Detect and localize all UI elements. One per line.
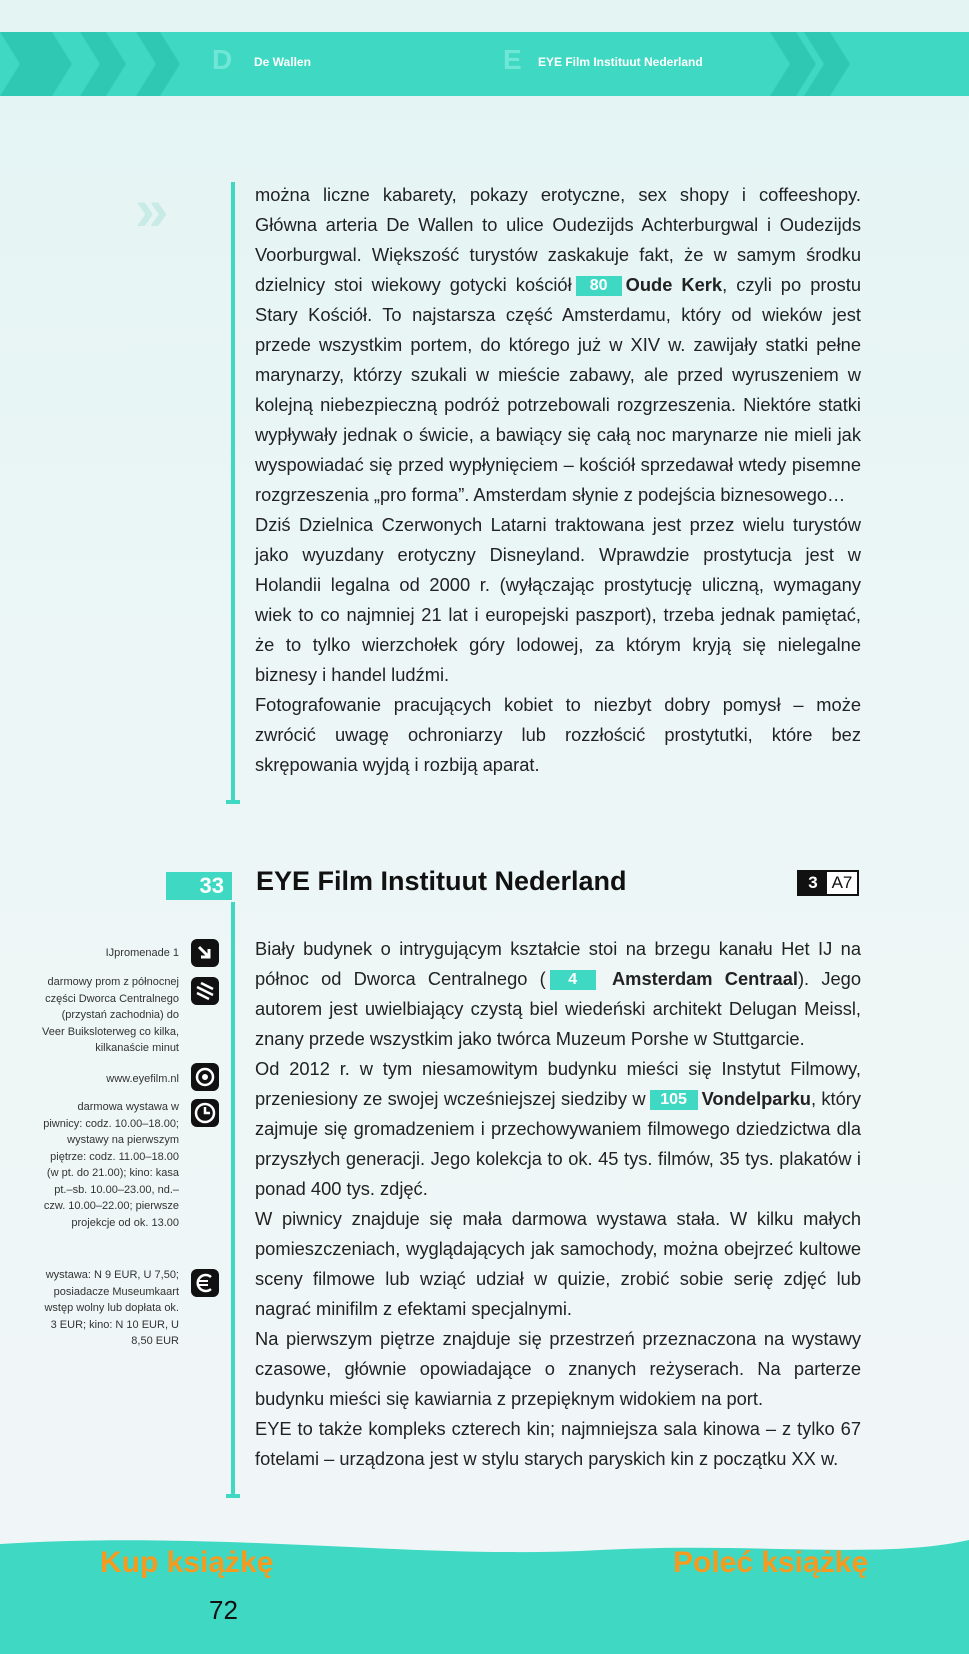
map-badge-105[interactable]: 105 bbox=[650, 1090, 698, 1110]
map-grid-reference[interactable] bbox=[797, 870, 859, 896]
article2-paragraph-5: EYE to także kompleks czterech kin; najmniejsza sala kinowa – z tylko 67 fotelami – urządzona jest w stylu starych paryskich kin z początku XX w. bbox=[255, 1418, 861, 1469]
amsterdam-centraal-link[interactable]: Amsterdam Centraal bbox=[611, 968, 798, 989]
article2-rule-end bbox=[226, 1494, 240, 1498]
sidebar-prices: wystawa: N 9 EUR, U 7,50; posiadacze Museumkaart wstęp wolny lub dopłata ok. 3 EUR; kino: N 10 EUR, U 8,50 EUR bbox=[44, 1269, 179, 1347]
oude-kerk-link[interactable]: Oude Kerk bbox=[625, 274, 723, 295]
article2-paragraph-1: Biały budynek o intrygującym kształcie stoi na brzegu kanału Het IJ na północ od Dworca Centralnego ( 4 Amsterdam Centraal). Jego autorem jest uwielbiający czystą biel wiedeński architekt Delugan Meissl, znany przede wszystkim jako twórca Muzeum Porshe w Stuttgarcie. bbox=[255, 938, 861, 1049]
euro-icon bbox=[191, 1269, 219, 1297]
header-letter-e: E bbox=[503, 44, 522, 75]
article1-paragraph-2: Dziś Dzielnica Czerwonych Latarni traktowana jest przez wielu turystów jako wyuzdany erotyczny Disneyland. Wprawdzie prostytucja jest w Holandii legalna od 2000 r. (wyłączając prostytucję uliczną, wymagany wiek to co najmniej 21 lat i europejski paszport), trzeba jednak pamiętać, że to tylko wierzchołek góry lodowej, za którym kryją się nielegalne biznesy i handel ludźmi. bbox=[255, 514, 861, 685]
map-badge-4[interactable]: 4 bbox=[550, 970, 596, 990]
map-grid-cell: A7 bbox=[827, 872, 857, 894]
article2-paragraph-2: Od 2012 r. w tym niesamowitym budynku mieści się Instytut Filmowy, przeniesiony ze swojej wcześniejszej siedziby w 105 Vondelparku, który zajmuje się gromadzeniem i przechowywaniem filmowego dziedzictwa dla przyszłych generacji. Jego kolekcja to ok. 45 tys. filmów, 35 tys. plakatów i ponad 400 tys. zdjęć. bbox=[255, 1058, 861, 1199]
header-letter-d: D bbox=[212, 44, 233, 75]
header-link-de-wallen[interactable]: De Wallen bbox=[254, 55, 311, 69]
buy-book-link[interactable]: Kup książkę bbox=[100, 1546, 274, 1579]
header-link-eye[interactable]: EYE Film Instituut Nederland bbox=[538, 55, 703, 69]
article2-rule bbox=[231, 902, 235, 1498]
chevrons-right-icon bbox=[770, 32, 969, 96]
sidebar-website[interactable]: www.eyefilm.nl bbox=[106, 1073, 179, 1085]
footer-wave bbox=[0, 1520, 969, 1654]
ferry-icon bbox=[191, 977, 219, 1005]
web-icon bbox=[191, 1063, 219, 1091]
quote-mark-icon: » bbox=[135, 176, 161, 243]
vondelpark-link[interactable]: Vondelparku bbox=[701, 1088, 811, 1109]
address-icon bbox=[191, 939, 219, 967]
article2-paragraph-3: W piwnicy znajduje się mała darmowa wystawa stała. W kilku małych pomieszczeniach, wyglądających jak samochody, można obejrzeć kultowe sceny filmowe lub wziąć udział w quizie, zrobić sobie serię zdjęć lub nagrać minifilm z efektami specjalnymi. bbox=[255, 1208, 861, 1319]
article1-paragraph-1: można liczne kabarety, pokazy erotyczne, sex shopy i coffeeshopy. Główna arteria De Wallen to ulice Oudezijds Achterburgwal i Oudezijds Voorburgwal. Większość turystów zaskakuje fakt, że w samym środku dzielnicy stoi wiekowy gotycki kościół 80 Oude Kerk, czyli po prostu Stary Kościół. To najstarsza część Amsterdamu, który od wieków jest przede wszystkim portem, do którego już w XIV w. zawijały statki pełne marynarzy, którzy szukali w mieście zabawy, ale przed wyruszeniem w kolejną niebezpieczną podróż potrzebowali rozgrzeszenia. Niektóre statki wypływały jednak o świcie, a bawiący się całą noc marynarze nie mieli jak wyspowiadać się przed wypłynięciem – kościół sprzedawał wtedy pisemne rozgrzeszenia „pro forma”. Amsterdam słynie z podejścia biznesowego… bbox=[255, 184, 862, 505]
section-number: 33 bbox=[166, 872, 232, 900]
sidebar-hours: darmowa wystawa w piwnicy: codz. 10.00–18.00; wystawy na pierwszym piętrze: codz. 11.00–18.00 (w pt. do 21.00); kino: kasa pt.–sb. 10.00–23.00, nd.–czw. 10.00–22.00; pierwsze projekcje od ok. 13.00 bbox=[43, 1101, 179, 1229]
article1-paragraph-3: Fotografowanie pracujących kobiet to niezbyt dobry pomysł – może zwrócić uwagę ochroniarzy lub rozzłościć prostytutki, które bez skrępowania wyjdą i rozbiją aparat. bbox=[255, 694, 861, 775]
map-grid-number: 3 bbox=[799, 872, 827, 894]
article2-paragraph-4: Na pierwszym piętrze znajduje się przestrzeń przeznaczona na wystawy czasowe, głównie opowiadające o znanych reżyserach. Na parterze budynku mieści się kawiarnia z przepięknym widokiem na port. bbox=[255, 1328, 861, 1409]
article1-rule-end bbox=[226, 800, 240, 804]
recommend-book-link[interactable]: Poleć książkę bbox=[673, 1546, 869, 1579]
section-title: EYE Film Instituut Nederland bbox=[256, 866, 627, 896]
sidebar-transport: darmowy prom z północnej części Dworca Centralnego (przystań zachodnia) do Veer Buiksloterweg co kilka, kilkanaście minut bbox=[42, 976, 179, 1054]
article1-text bbox=[255, 180, 861, 780]
page-number: 72 bbox=[209, 1595, 238, 1625]
map-badge-80[interactable]: 80 bbox=[576, 276, 622, 296]
clock-icon bbox=[191, 1099, 219, 1127]
article1-rule bbox=[231, 182, 235, 804]
sidebar-address: IJpromenade 1 bbox=[105, 947, 179, 959]
chevrons-left-icon bbox=[0, 32, 190, 96]
article2-text bbox=[255, 934, 861, 1474]
